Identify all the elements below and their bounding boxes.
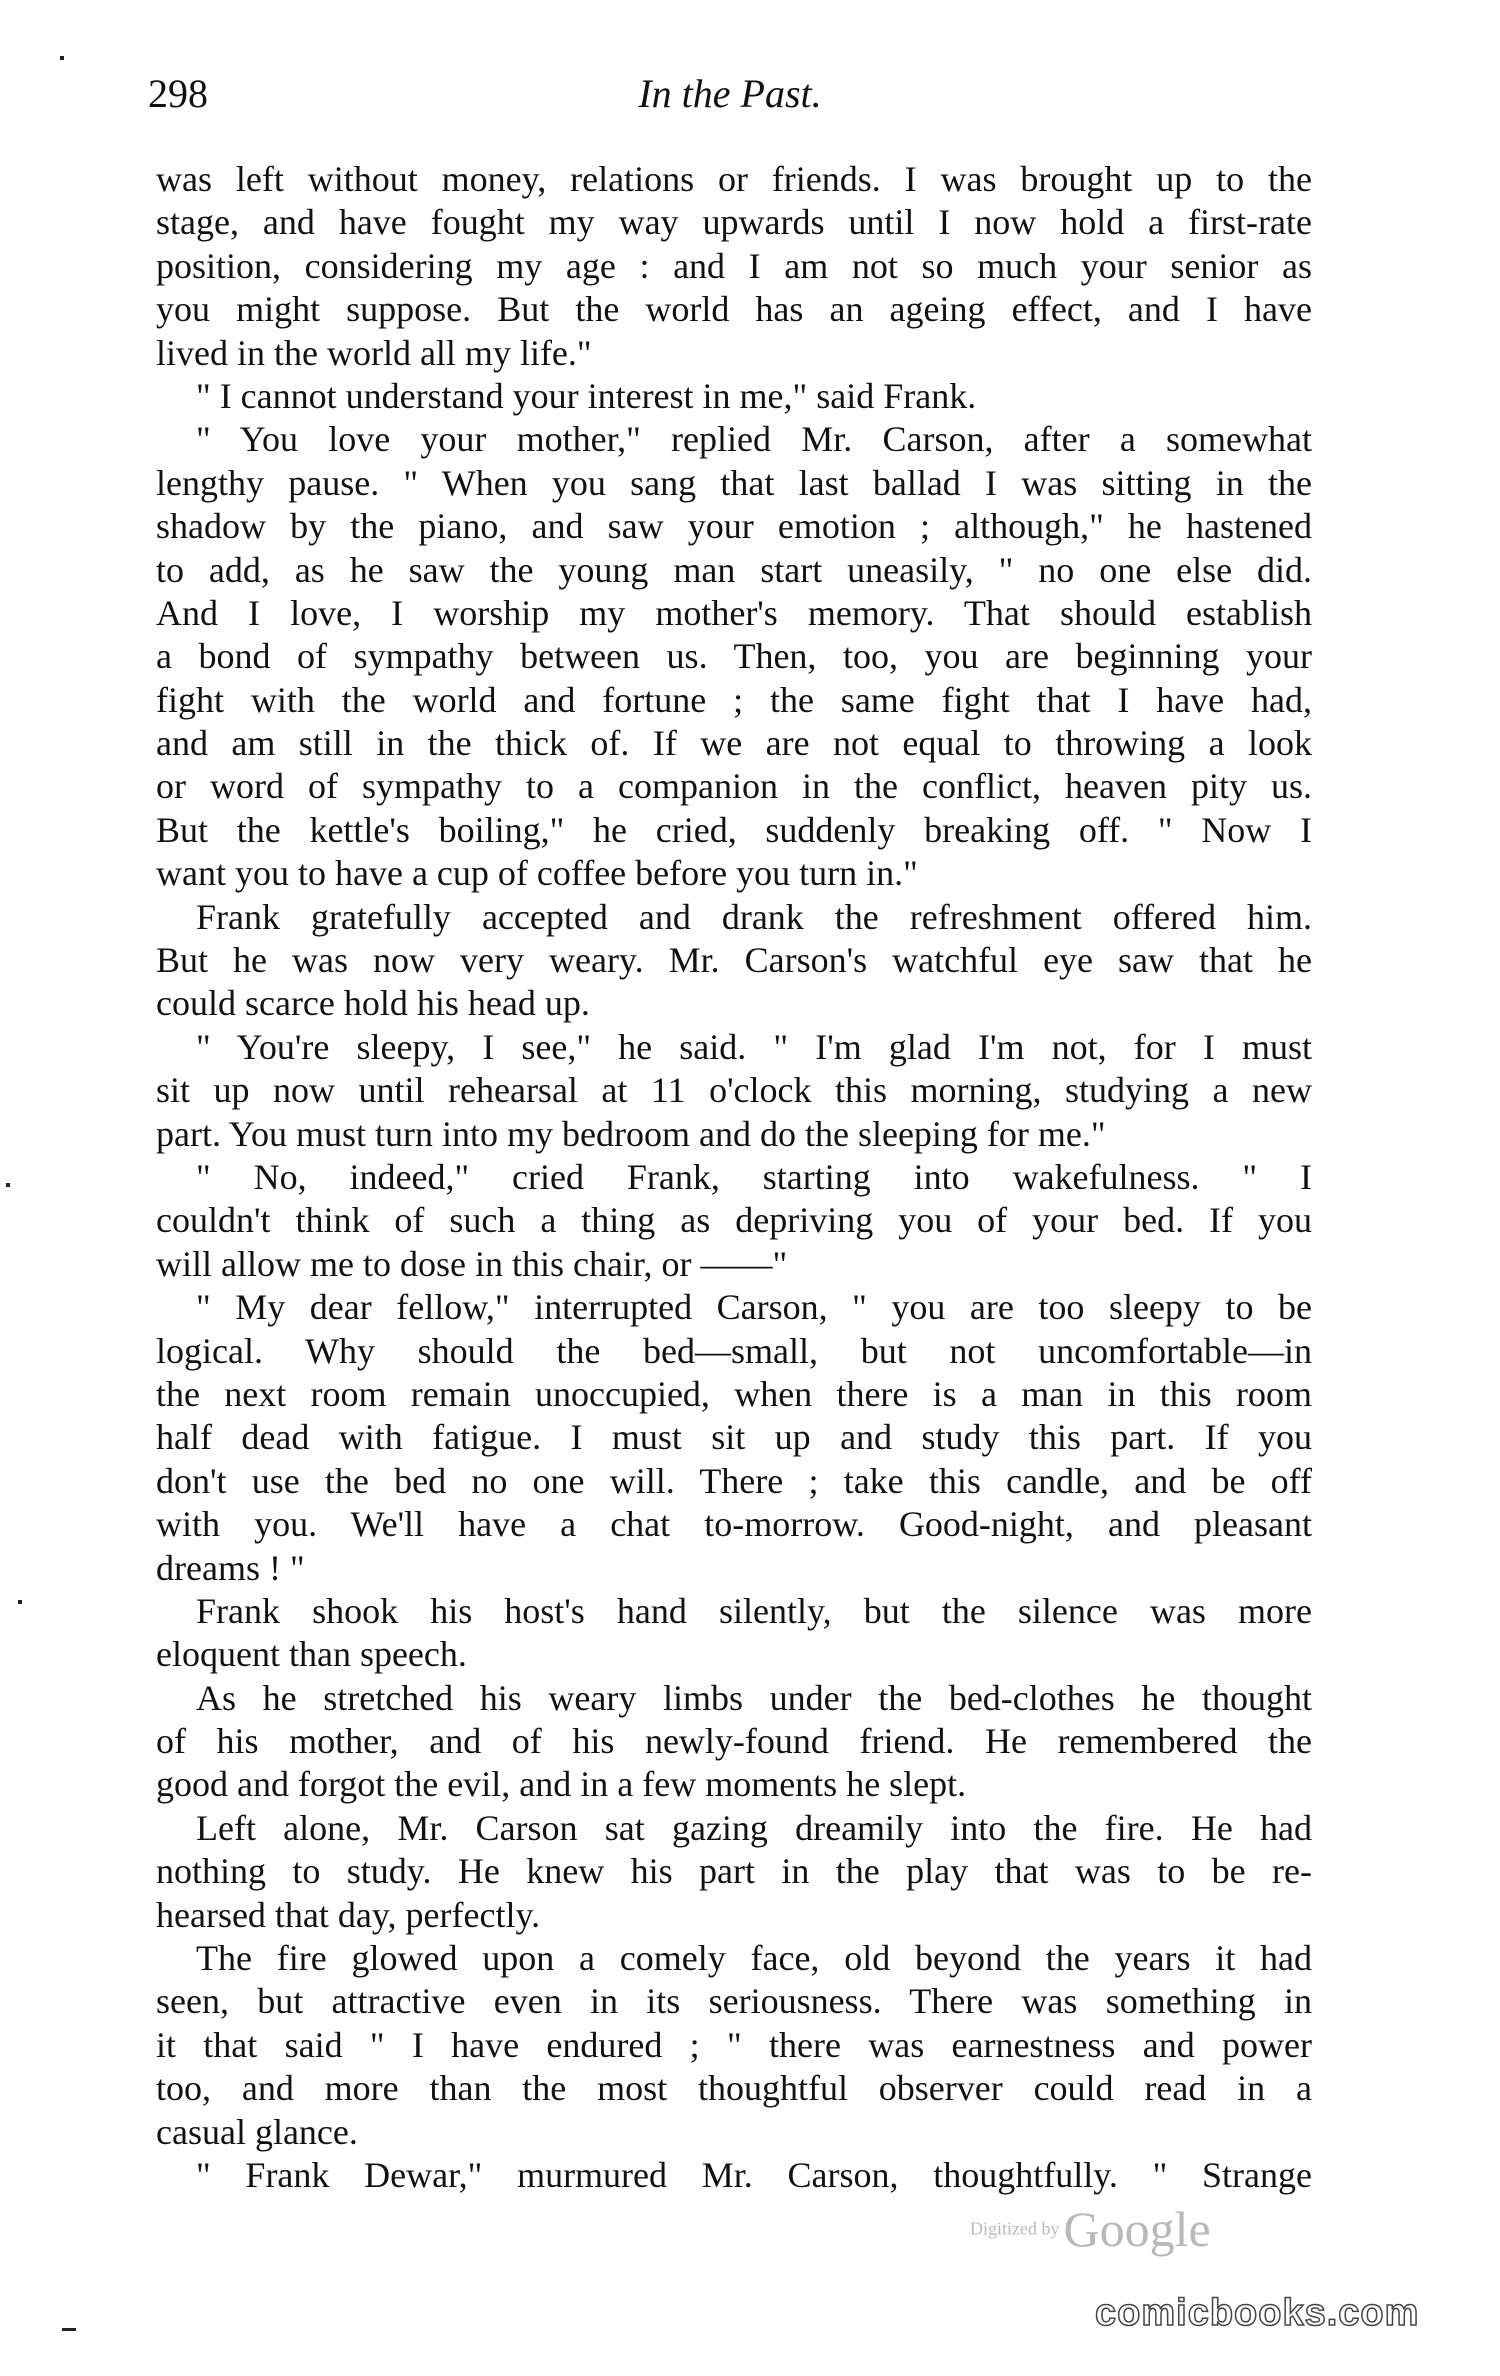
- text-line: " You're sleepy, I see," he said. " I'm glad I'm not, for I must: [196, 1026, 1312, 1067]
- running-head: In the Past.: [638, 71, 822, 116]
- watermark-brand: Google: [1063, 2201, 1211, 2257]
- text-line: dreams ! ": [156, 1547, 305, 1588]
- text-line: it that said " I have endured ; " there was earnestness and power: [156, 2024, 1312, 2065]
- text-line: part. You must turn into my bedroom and do the sleeping for me.": [156, 1113, 1106, 1154]
- text-line: and am still in the thick of. If we are not equal to throwing a look: [156, 723, 1312, 764]
- text-line: But he was now very weary. Mr. Carson's watchful eye saw that he: [156, 940, 1312, 981]
- text-line: or word of sympathy to a companion in the conflict, heaven pity us.: [156, 766, 1312, 807]
- text-line: couldn't think of such a thing as depriving you of your bed. If you: [156, 1200, 1312, 1241]
- scan-speck: [6, 1183, 10, 1187]
- text-line: Left alone, Mr. Carson sat gazing dreamily into the fire. He had: [196, 1807, 1312, 1848]
- site-credit: comicbooks.com: [1095, 2292, 1420, 2334]
- text-line: fight with the world and fortune ; the same fight that I have had,: [156, 679, 1312, 720]
- text-line: position, considering my age : and I am not so much your senior as: [156, 245, 1312, 286]
- text-line: Frank shook his host's hand silently, but the silence was more: [196, 1590, 1312, 1631]
- text-line: " My dear fellow," interrupted Carson, " you are too sleepy to be: [196, 1287, 1312, 1328]
- text-line: sit up now until rehearsal at 11 o'clock this morning, studying a new: [156, 1070, 1312, 1111]
- text-line: lengthy pause. " When you sang that last ballad I was sitting in the: [156, 462, 1312, 503]
- text-line: of his mother, and of his newly-found friend. He remembered the: [156, 1721, 1312, 1762]
- text-line: don't use the bed no one will. There ; take this candle, and be off: [156, 1460, 1312, 1501]
- text-line: And I love, I worship my mother's memory. That should establish: [156, 592, 1312, 633]
- text-line: casual glance.: [156, 2111, 358, 2152]
- text-line: logical. Why should the bed—small, but not uncomfortable—in: [156, 1330, 1312, 1371]
- text-line: a bond of sympathy between us. Then, too, you are beginning your: [156, 636, 1312, 677]
- text-line: the next room remain unoccupied, when there is a man in this room: [156, 1373, 1312, 1414]
- text-line: " I cannot understand your interest in me," said Frank.: [196, 375, 977, 416]
- text-line: too, and more than the most thoughtful observer could read in a: [156, 2068, 1312, 2109]
- text-line: good and forgot the evil, and in a few moments he slept.: [156, 1764, 967, 1805]
- text-line: shadow by the piano, and saw your emotion ; although," he hastened: [156, 506, 1312, 547]
- text-line: you might suppose. But the world has an ageing effect, and I have: [156, 289, 1312, 330]
- text-line: hearsed that day, perfectly.: [156, 1894, 541, 1935]
- scan-speck: [60, 56, 64, 60]
- scan-speck: [62, 2328, 76, 2331]
- text-line: was left without money, relations or friends. I was brought up to the: [156, 159, 1312, 199]
- text-line: half dead with fatigue. I must sit up and study this part. If you: [156, 1417, 1312, 1458]
- digitized-by-google-watermark: [970, 2200, 1211, 2258]
- text-line: lived in the world all my life.": [156, 332, 592, 373]
- page-number: 298: [148, 71, 208, 116]
- body-text: [156, 158, 1312, 2197]
- text-line: nothing to study. He knew his part in the play that was to be re-: [156, 1851, 1312, 1892]
- page-header: [148, 70, 1312, 130]
- text-line: " Frank Dewar," murmured Mr. Carson, thoughtfully. " Strange: [196, 2154, 1312, 2195]
- watermark-prefix: Digitized by: [970, 2218, 1060, 2239]
- text-line: will allow me to dose in this chair, or ——": [156, 1243, 788, 1284]
- text-line: The fire glowed upon a comely face, old beyond the years it had: [196, 1938, 1312, 1979]
- text-line: to add, as he saw the young man start uneasily, " no one else did.: [156, 549, 1312, 590]
- text-line: " No, indeed," cried Frank, starting into wakefulness. " I: [196, 1156, 1312, 1197]
- text-line: Frank gratefully accepted and drank the refreshment offered him.: [196, 896, 1312, 937]
- text-line: As he stretched his weary limbs under the bed-clothes he thought: [196, 1677, 1312, 1718]
- text-line: " You love your mother," replied Mr. Carson, after a somewhat: [196, 419, 1312, 460]
- text-line: stage, and have fought my way upwards until I now hold a first-rate: [156, 202, 1312, 243]
- text-line: want you to have a cup of coffee before you turn in.": [156, 853, 918, 894]
- text-line: could scarce hold his head up.: [156, 983, 590, 1024]
- text-line: with you. We'll have a chat to-morrow. Good-night, and pleasant: [156, 1504, 1312, 1545]
- text-line: eloquent than speech.: [156, 1634, 467, 1675]
- text-line: But the kettle's boiling," he cried, suddenly breaking off. " Now I: [156, 809, 1312, 850]
- text-line: seen, but attractive even in its seriousness. There was something in: [156, 1981, 1312, 2022]
- scan-speck: [18, 1600, 22, 1604]
